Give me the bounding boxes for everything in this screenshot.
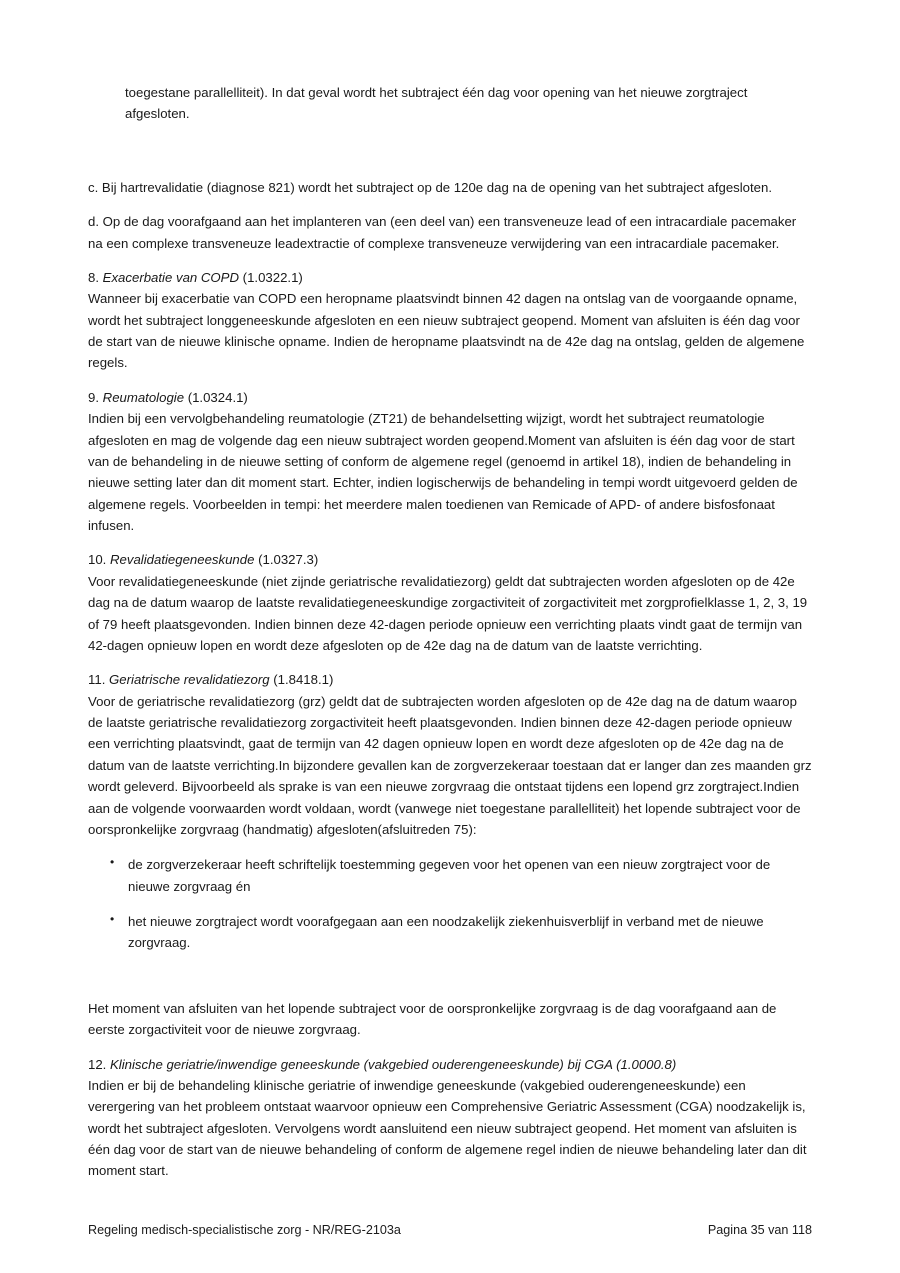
section-10-code: (1.0327.3) xyxy=(254,552,319,568)
section-10-heading xyxy=(88,549,812,570)
body-block xyxy=(88,177,812,1182)
page-footer xyxy=(88,1223,812,1237)
section-12-heading xyxy=(88,1054,812,1075)
section-8-number: 8. xyxy=(88,269,103,285)
footer-page-number: Pagina 35 van 118 xyxy=(707,1223,812,1237)
spacer xyxy=(88,968,812,998)
page-content xyxy=(88,82,812,1196)
section-9-code: (1.0324.1) xyxy=(184,389,248,405)
section-12-code: (1.0000.8) xyxy=(612,1056,677,1072)
section-12-body: Indien er bij de behandeling klinische geriatrie of inwendige geneeskunde (vakgebied ouderengeneeskunde) een verergering van het probleem ontstaat waarvoor opnieuw een Comprehensive Geriatric Assessment (CGA) noodzakelijk is, wordt het subtraject afgesloten. Vervolgens wordt aansluitend een nieuw subtraject geopend. Het moment van afsluiten is één dag voor de start van de nieuwe behandeling of conform de algemene regel indien de nieuwe behandeling later dan dit moment start. xyxy=(88,1077,807,1179)
after-bullets-paragraph: Het moment van afsluiten van het lopende subtraject voor de oorspronkelijke zorgvraag is de dag voorafgaand aan de eerste zorgactiviteit voor de nieuwe zorgvraag. xyxy=(88,1000,777,1038)
section-8-heading xyxy=(88,267,812,288)
paragraph-item-d: d. Op de dag voorafgaand aan het implanteren van (een deel van) een transveneuze lead of een intracardiale pacemaker na een complexe transveneuze leadextractie of complexe transveneuze verwijdering van een intracardiale pacemaker. xyxy=(88,214,797,251)
section-9-number: 9. xyxy=(88,389,103,405)
section-10-body: Voor revalidatiegeneeskunde (niet zijnde geriatrische revalidatiezorg) geldt dat subtrajecten worden afgesloten op de 42e dag na de datum waarop de laatste revalidatiegeneeskundige zorgactiviteit of zorgactiviteit met zorgprofielklasse 1, 2, 3, 19 of 79 heeft plaatsgevonden. Indien binnen deze 42-dagen periode opnieuw een verrichting plaats vindt gaat de termijn van 42-dagen opnieuw lopen en wordt deze afgesloten op de 42e dag na de datum van de laatste verrichting. xyxy=(88,573,808,653)
section-8-body: Wanneer bij exacerbatie van COPD een heropname plaatsvindt binnen 42 dagen na ontslag van de voorgaande opname, wordt het subtraject longgeneeskunde afgesloten en een nieuw subtraject geopend. Moment van afsluiten is één dag voor de start van de nieuwe klinische opname. Indien de heropname plaatsvindt na de 42e dag na ontslag, gelden de algemene regels. xyxy=(88,291,805,371)
intro-paragraph: toegestane parallelliteit). In dat geval wordt het subtraject één dag voor opening van het nieuwe zorgtraject afgesloten. xyxy=(125,85,748,122)
section-10-title: Revalidatiegeneeskunde xyxy=(110,552,255,568)
list-item: • het nieuwe zorgtraject wordt voorafgegaan aan een noodzakelijk ziekenhuisverblijf in verband met de nieuwe zorgvraag. xyxy=(88,911,812,954)
section-9-title: Reumatologie xyxy=(102,389,185,405)
intro-paragraph-block xyxy=(125,82,812,125)
section-9-body: Indien bij een vervolgbehandeling reumatologie (ZT21) de behandelsetting wijzigt, wordt het subtraject reumatologie afgesloten en mag de volgende dag een nieuw subtraject worden geopend.Moment van afsluiten is één dag voor de start van de behandeling in de nieuwe setting of conform de algemene regel (genoemd in artikel 18), indien de behandeling in nieuwe setting later dan dit moment start. Echter, indien logischerwijs de behandeling in tempi wordt uitgevoerd gelden de algemene regels. Voorbeelden in tempi: het meerdere malen toedienen van Remicade of APD- of andere bisfosfonaat infusen. xyxy=(88,411,798,533)
section-11-body: Voor de geriatrische revalidatiezorg (grz) geldt dat de subtrajecten worden afgesloten op de 42e dag na de datum waarop de laatste geriatrische revalidatiezorg zorgactiviteit heeft plaatsgevonden. Indien binnen deze 42-dagen periode opnieuw een verrichting plaatsvindt, gaat de termijn van 42 dagen opnieuw lopen en wordt deze afgesloten op de 42e dag na de datum van de laatste verrichting.In bijzondere gevallen kan de zorgverzekeraar toestaan dat er langer dan zes maanden grz wordt geleverd. Bijvoorbeeld als sprake is van een nieuwe zorgvraag die ontstaat tijdens een lopend grz zorgtraject.Indien aan de volgende voorwaarden wordt voldaan, wordt (vanwege niet toegestane parallelliteit) het lopende subtraject voor de oorspronkelijke zorgvraag (handmatig) afgesloten(afsluitreden 75): xyxy=(88,693,812,837)
footer-regulation-label: Regeling medisch-specialistische zorg - NR/REG-2103a xyxy=(88,1223,401,1237)
section-12-number: 12. xyxy=(88,1056,110,1072)
section-11-heading xyxy=(88,669,812,690)
conditions-list xyxy=(88,854,812,954)
section-11-code: (1.8418.1) xyxy=(269,672,334,688)
section-8-title: Exacerbatie van COPD xyxy=(102,269,240,285)
section-8-code: (1.0322.1) xyxy=(239,269,303,285)
section-10-number: 10. xyxy=(88,552,110,568)
section-12-title: Klinische geriatrie/inwendige geneeskunde (vakgebied ouderengeneeskunde) bij CGA xyxy=(110,1056,613,1072)
section-11-title: Geriatrische revalidatiezorg xyxy=(109,672,270,688)
paragraph-item-c: c. Bij hartrevalidatie (diagnose 821) wordt het subtraject op de 120e dag na de opening van het subtraject afgesloten. xyxy=(88,179,773,195)
list-item: • de zorgverzekeraar heeft schriftelijk toestemming gegeven voor het openen van een nieuw zorgtraject voor de nieuwe zorgvraag én xyxy=(88,854,812,897)
section-11-number: 11. xyxy=(88,672,110,688)
section-9-heading xyxy=(88,387,812,408)
